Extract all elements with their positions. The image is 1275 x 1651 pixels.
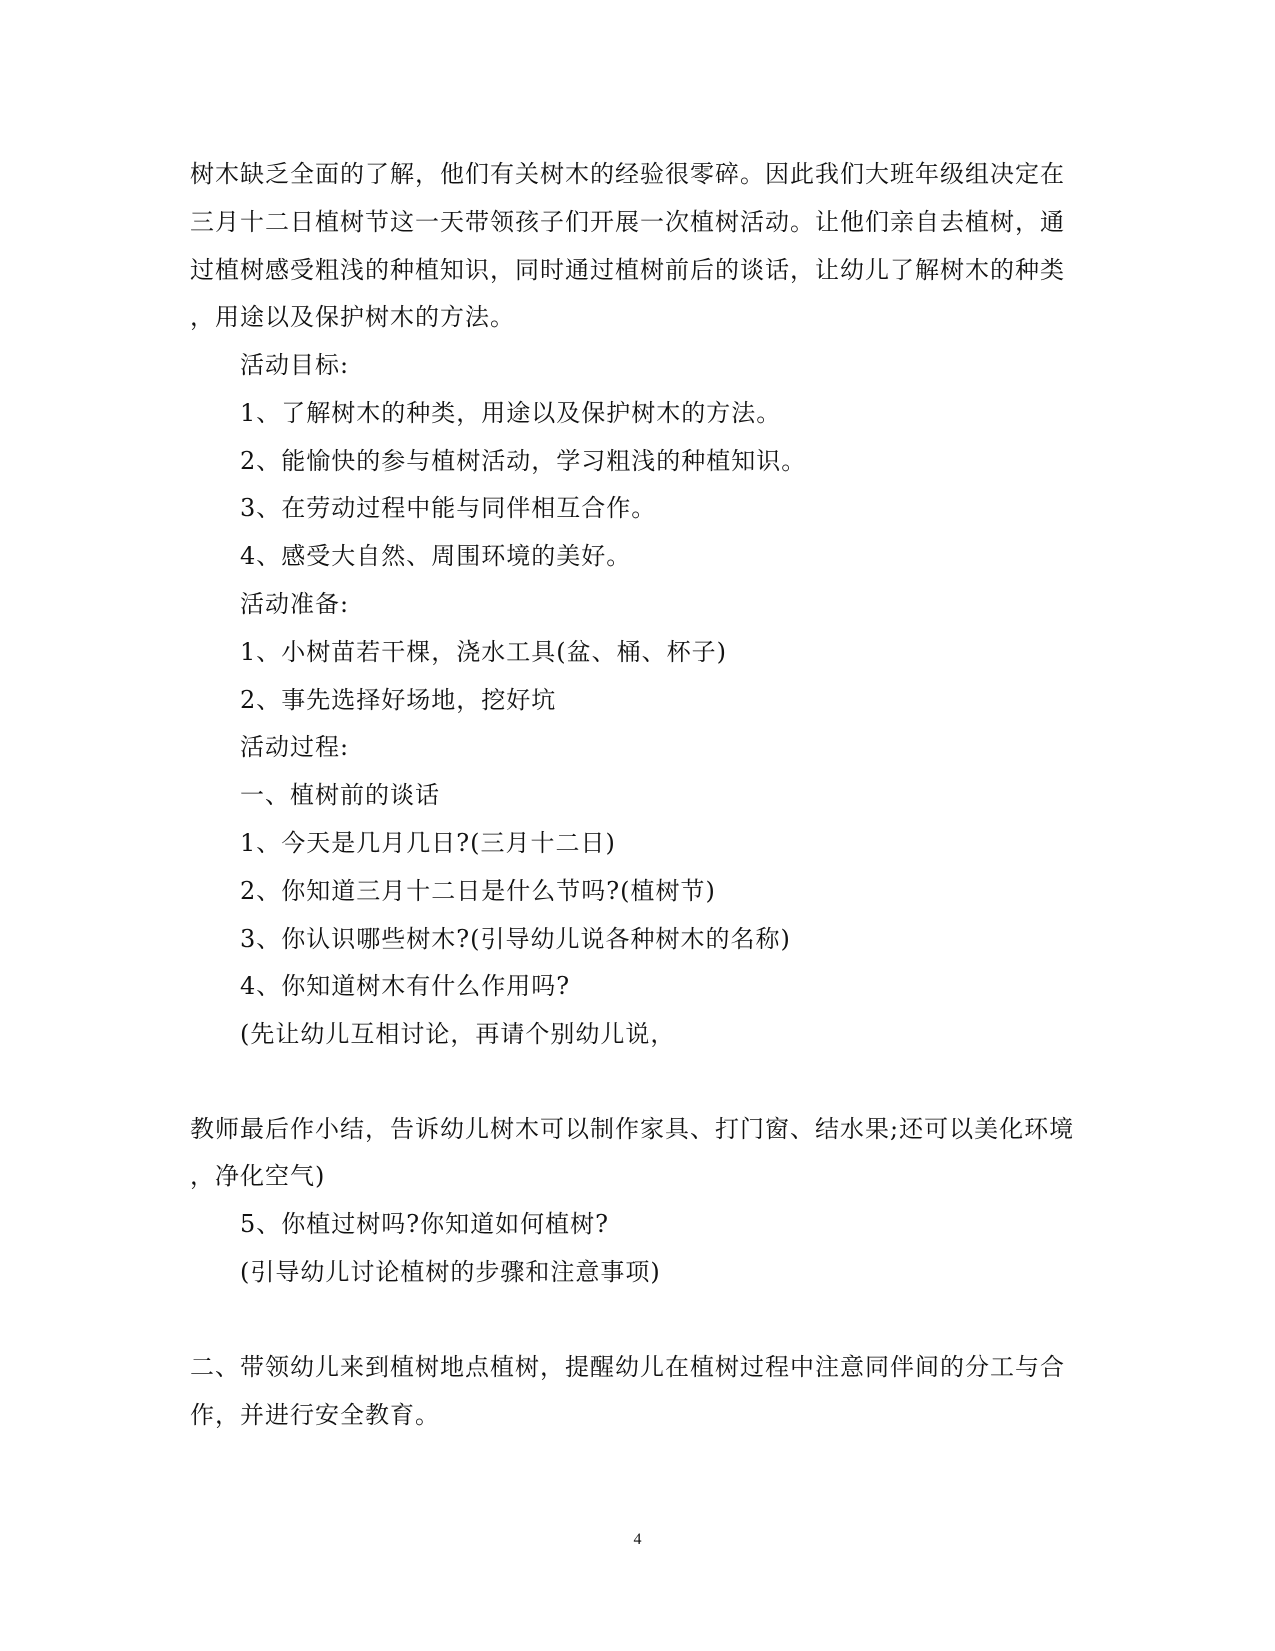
paragraph-line: ，净化空气) [190,1162,326,1190]
subsection-heading: 二、带领幼儿来到植树地点植树，提醒幼儿在植树过程中注意同伴间的分工与合 [190,1353,1065,1381]
list-item: 2、事先选择好场地，挖好坑 [240,686,557,714]
paragraph-line: 树木缺乏全面的了解，他们有关树木的经验很零碎。因此我们大班年级组决定在 [190,160,1065,188]
paragraph-line: 过植树感受粗浅的种植知识，同时通过植树前后的谈话，让幼儿了解树木的种类 [190,256,1065,284]
list-item: 1、了解树木的种类，用途以及保护树木的方法。 [240,399,782,427]
page-number: 4 [633,1531,642,1548]
list-item: 2、能愉快的参与植树活动，学习粗浅的种植知识。 [240,447,807,475]
list-item: 1、今天是几月几日?(三月十二日) [240,829,616,857]
list-item: 1、小树苗若干棵，浇水工具(盆、桶、杯子) [240,638,727,666]
list-item: 3、在劳动过程中能与同伴相互合作。 [240,494,657,522]
list-item: 5、你植过树吗?你知道如何植树? [240,1210,610,1238]
list-item: 4、感受大自然、周围环境的美好。 [240,542,632,570]
section-heading: 活动准备: [240,590,350,618]
paragraph-line: 作，并进行安全教育。 [190,1401,440,1429]
list-item: 4、你知道树木有什么作用吗? [240,972,571,1000]
paragraph-line: 三月十二日植树节这一天带领孩子们开展一次植树活动。让他们亲自去植树，通 [190,208,1065,236]
section-heading: 活动过程: [240,733,350,761]
paragraph-line: ，用途以及保护树木的方法。 [190,303,515,331]
section-heading: 活动目标: [240,351,350,379]
paragraph-line: (先让幼儿互相讨论，再请个别幼儿说， [240,1020,676,1048]
paragraph-line: (引导幼儿讨论植树的步骤和注意事项) [240,1258,661,1286]
list-item: 3、你认识哪些树木?(引导幼儿说各种树木的名称) [240,925,791,953]
paragraph-line: 教师最后作小结，告诉幼儿树木可以制作家具、打门窗、结水果;还可以美化环境 [190,1115,1075,1143]
subsection-heading: 一、植树前的谈话 [240,781,440,809]
list-item: 2、你知道三月十二日是什么节吗?(植树节) [240,877,716,905]
